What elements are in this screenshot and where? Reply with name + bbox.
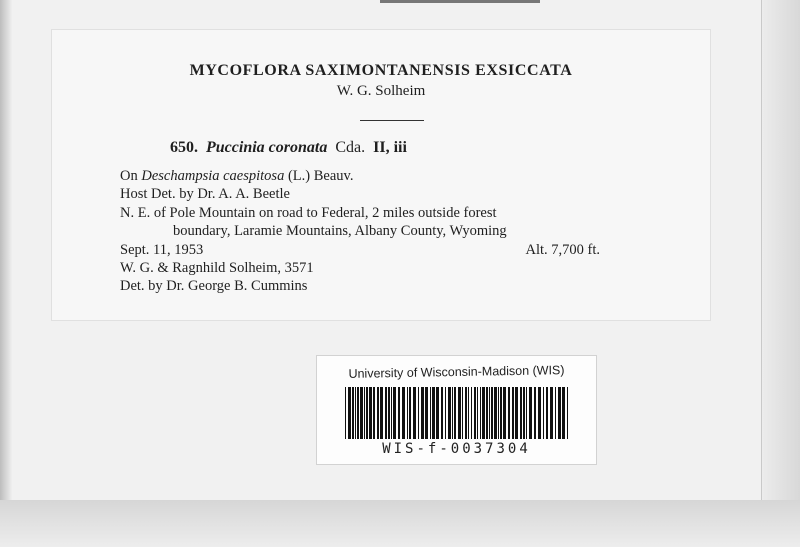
sheet-top-mark (380, 0, 540, 3)
series-title: MYCOFLORA SAXIMONTANENSIS EXSICCATA (189, 62, 573, 79)
barcode-icon (345, 387, 569, 439)
catalog-number: WIS-f-0037304 (382, 441, 531, 457)
locality-line-2: boundary, Laramie Mountains, Albany County, Wyoming (173, 223, 507, 240)
sheet-bottom-band (0, 500, 800, 547)
determiner: Det. by Dr. George B. Cummins (120, 278, 308, 295)
institution-name: University of Wisconsin-Madison (WIS) (348, 363, 565, 381)
sheet-left-shadow (0, 0, 12, 547)
title-divider (360, 120, 424, 121)
altitude: Alt. 7,700 ft. (525, 241, 600, 258)
exsiccata-number: 650. (170, 139, 198, 156)
host-authority: (L.) Beauv. (287, 168, 354, 184)
date-altitude-row (120, 241, 600, 259)
host-prefix: On (120, 168, 138, 184)
host-line (120, 167, 600, 185)
barcode-label (316, 355, 597, 465)
host-determination: Host Det. by Dr. A. A. Beetle (120, 186, 290, 203)
series-editor: W. G. Solheim (336, 83, 426, 99)
species-line (170, 139, 407, 157)
specimen-label (51, 29, 711, 321)
host-name: Deschampsia caespitosa (141, 168, 285, 184)
collectors: W. G. & Ragnhild Solheim, 3571 (120, 260, 314, 277)
label-details (120, 167, 600, 296)
sheet-right-edge (761, 0, 800, 547)
species-authority: Cda. (335, 139, 366, 156)
locality-line-1: N. E. of Pole Mountain on road to Federal, 2 miles outside forest (120, 204, 497, 221)
species-name: Puccinia coronata (206, 139, 328, 156)
spore-stages: II, iii (373, 139, 407, 156)
collection-date: Sept. 11, 1953 (120, 241, 204, 258)
